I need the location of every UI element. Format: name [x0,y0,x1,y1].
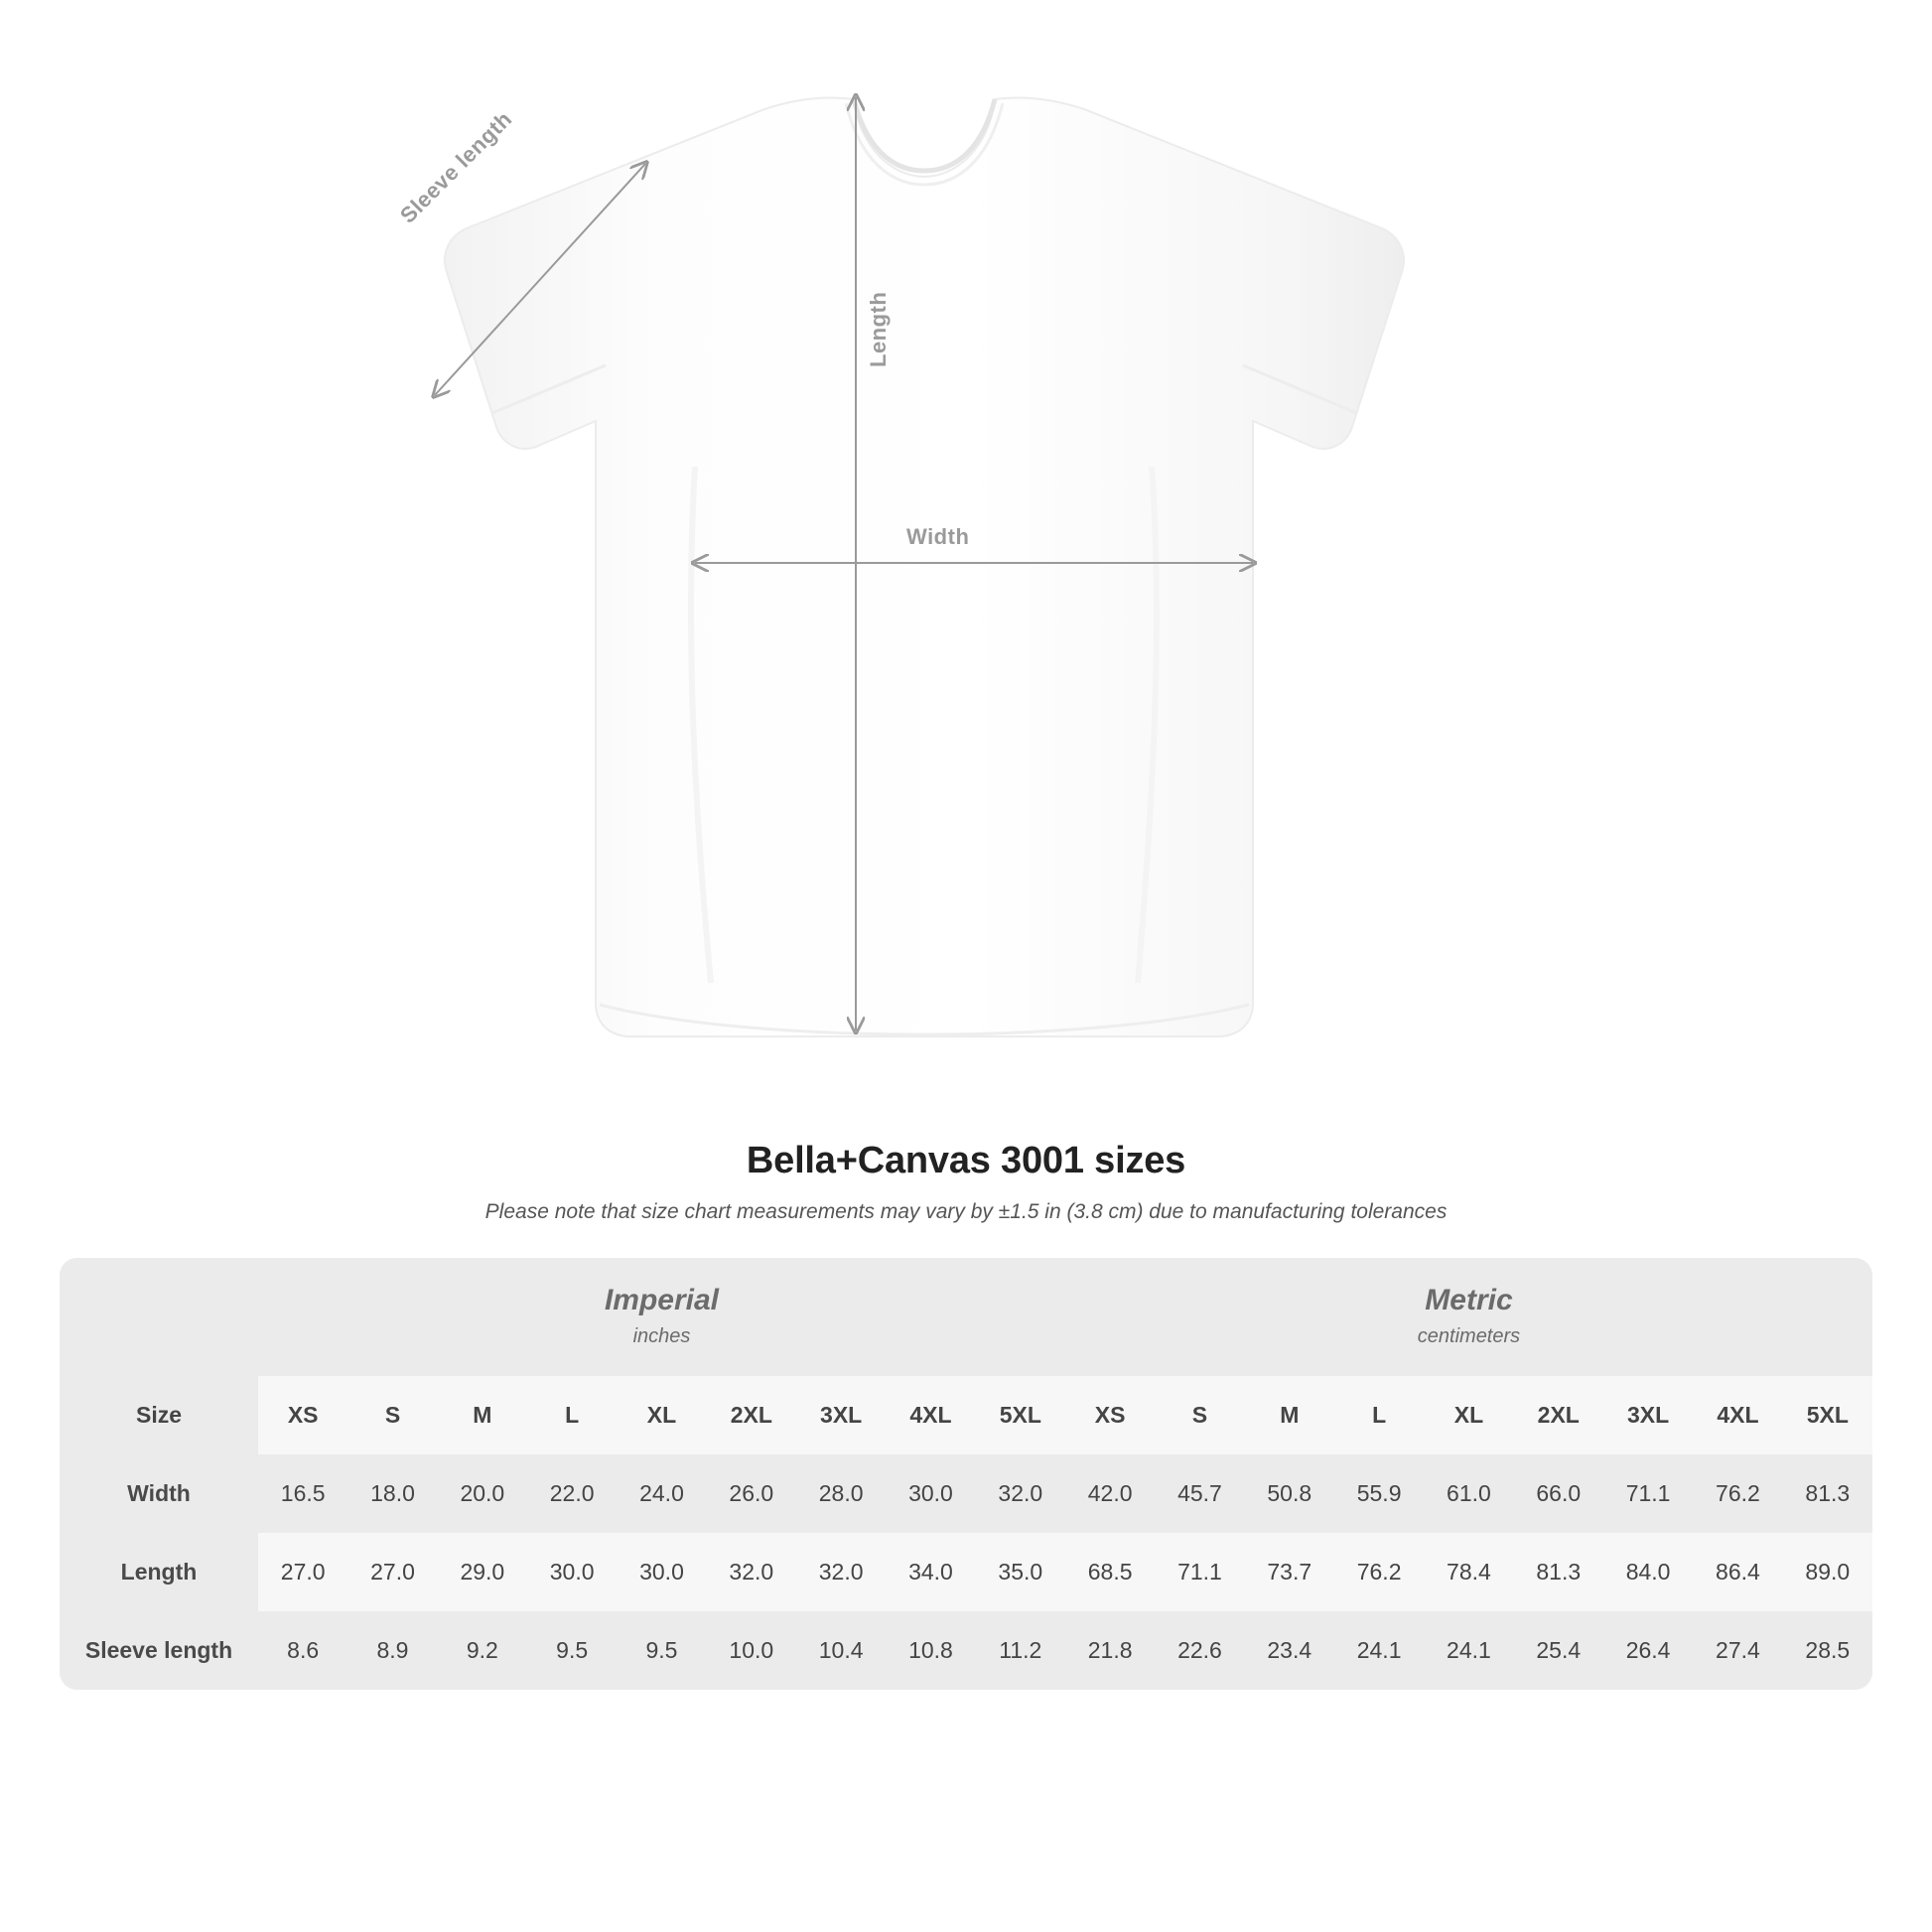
cell-width: 16.5 [258,1454,347,1533]
table-row [60,1533,1872,1611]
cell-length: 78.4 [1424,1533,1513,1611]
cell-sleeve: 24.1 [1334,1611,1424,1690]
cell-width: 18.0 [347,1454,437,1533]
cell-sleeve: 8.9 [347,1611,437,1690]
size-header-cell: 3XL [796,1376,886,1454]
unit-metric-name: Metric [1425,1284,1513,1316]
unit-imperial-name: Imperial [604,1284,719,1316]
row-label-width: Width [60,1454,258,1533]
length-label: Length [866,291,891,367]
cell-width: 26.0 [707,1454,796,1533]
cell-sleeve: 10.4 [796,1611,886,1690]
title-block [0,1140,1932,1224]
cell-sleeve: 23.4 [1245,1611,1334,1690]
row-label-length: Length [60,1533,258,1611]
width-label: Width [906,524,970,549]
page-title: Bella+Canvas 3001 sizes [746,1140,1186,1181]
cell-length: 81.3 [1514,1533,1603,1611]
size-header-cell: 4XL [1693,1376,1782,1454]
size-header-cell: S [347,1376,437,1454]
size-header-cell: XL [1424,1376,1513,1454]
cell-length: 35.0 [976,1533,1065,1611]
cell-length: 32.0 [796,1533,886,1611]
size-table [60,1258,1872,1690]
cell-length: 30.0 [527,1533,617,1611]
cell-length: 32.0 [707,1533,796,1611]
size-header-cell: M [1245,1376,1334,1454]
unit-metric-sub: centimeters [1417,1325,1521,1347]
size-header-cell: 3XL [1603,1376,1693,1454]
cell-sleeve: 27.4 [1693,1611,1782,1690]
cell-sleeve: 10.8 [886,1611,975,1690]
size-header-cell: 2XL [1514,1376,1603,1454]
cell-width: 55.9 [1334,1454,1424,1533]
tshirt-shape [445,97,1404,1036]
table-row [60,1454,1872,1533]
size-header-cell: S [1155,1376,1244,1454]
cell-width: 45.7 [1155,1454,1244,1533]
cell-width: 22.0 [527,1454,617,1533]
cell-length: 84.0 [1603,1533,1693,1611]
size-table-wrapper [60,1258,1872,1690]
cell-sleeve: 9.5 [527,1611,617,1690]
cell-length: 76.2 [1334,1533,1424,1611]
cell-sleeve: 8.6 [258,1611,347,1690]
cell-width: 66.0 [1514,1454,1603,1533]
cell-length: 71.1 [1155,1533,1244,1611]
unit-imperial-sub: inches [632,1325,691,1347]
cell-width: 30.0 [886,1454,975,1533]
size-header-label: Size [60,1376,258,1454]
unit-metric-cell [1065,1258,1872,1376]
cell-sleeve: 11.2 [976,1611,1065,1690]
size-header-cell: 5XL [976,1376,1065,1454]
cell-sleeve: 26.4 [1603,1611,1693,1690]
cell-width: 42.0 [1065,1454,1155,1533]
cell-width: 50.8 [1245,1454,1334,1533]
cell-width: 61.0 [1424,1454,1513,1533]
size-header-cell: M [438,1376,527,1454]
size-header-row [60,1376,1872,1454]
unit-imperial-cell [258,1258,1065,1376]
cell-length: 68.5 [1065,1533,1155,1611]
unit-corner-cell [60,1258,258,1376]
cell-length: 73.7 [1245,1533,1334,1611]
cell-sleeve: 21.8 [1065,1611,1155,1690]
cell-length: 30.0 [617,1533,706,1611]
size-header-cell: 5XL [1783,1376,1872,1454]
table-row [60,1611,1872,1690]
cell-sleeve: 9.5 [617,1611,706,1690]
size-header-cell: 2XL [707,1376,796,1454]
unit-header-row [60,1258,1872,1376]
cell-width: 71.1 [1603,1454,1693,1533]
cell-length: 27.0 [347,1533,437,1611]
cell-length: 86.4 [1693,1533,1782,1611]
cell-length: 89.0 [1783,1533,1872,1611]
cell-width: 24.0 [617,1454,706,1533]
sleeve-length-label: Sleeve length [395,106,517,228]
cell-width: 81.3 [1783,1454,1872,1533]
cell-width: 20.0 [438,1454,527,1533]
row-label-sleeve-length: Sleeve length [60,1611,258,1690]
cell-length: 29.0 [438,1533,527,1611]
cell-sleeve: 10.0 [707,1611,796,1690]
cell-sleeve: 28.5 [1783,1611,1872,1690]
cell-sleeve: 22.6 [1155,1611,1244,1690]
cell-sleeve: 9.2 [438,1611,527,1690]
size-header-cell: XS [258,1376,347,1454]
tolerance-note: Please note that size chart measurements may vary by ±1.5 in (3.8 cm) due to manufacturing tolerances [484,1200,1448,1223]
cell-width: 76.2 [1693,1454,1782,1533]
size-header-cell: L [1334,1376,1424,1454]
size-header-cell: 4XL [886,1376,975,1454]
size-header-cell: L [527,1376,617,1454]
cell-length: 27.0 [258,1533,347,1611]
size-header-cell: XS [1065,1376,1155,1454]
cell-sleeve: 25.4 [1514,1611,1603,1690]
cell-sleeve: 24.1 [1424,1611,1513,1690]
size-header-cell: XL [617,1376,706,1454]
cell-length: 34.0 [886,1533,975,1611]
cell-width: 32.0 [976,1454,1065,1533]
cell-width: 28.0 [796,1454,886,1533]
